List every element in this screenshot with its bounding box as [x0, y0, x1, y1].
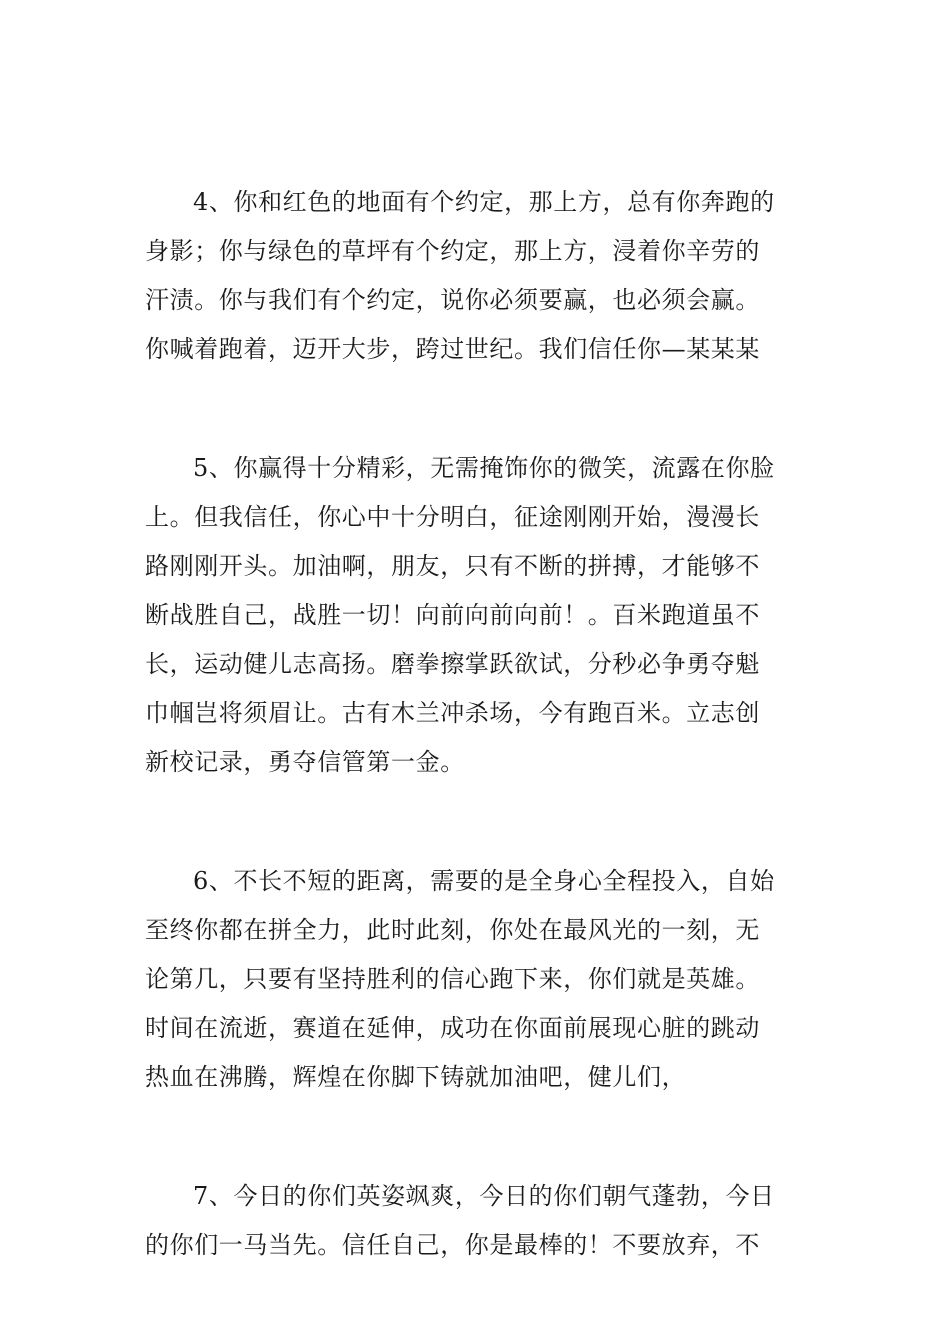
paragraph-line: 论第几，只要有坚持胜利的信心跑下来，你们就是英雄。: [145, 965, 760, 993]
paragraph-line: 的你们一马当先。信任自己，你是最棒的！不要放弃，不: [145, 1231, 760, 1259]
paragraph-line: 你喊着跑着，迈开大步，跨过世纪。我们信任你—某某某: [145, 335, 760, 363]
paragraph-line: 身影；你与绿色的草坪有个约定，那上方，浸着你辛劳的: [145, 237, 760, 265]
paragraph-4: [145, 178, 807, 374]
paragraph-line: 7、今日的你们英姿飒爽，今日的你们朝气蓬勃，今日: [193, 1182, 775, 1210]
paragraph-line: 时间在流逝，赛道在延伸，成功在你面前展现心脏的跳动: [145, 1014, 760, 1042]
paragraph-7: [145, 1172, 807, 1270]
paragraph-line: 热血在沸腾，辉煌在你脚下铸就加油吧，健儿们，: [145, 1063, 687, 1091]
paragraph-line: 汗渍。你与我们有个约定，说你必须要赢，也必须会赢。: [145, 286, 760, 314]
paragraph-line: 5、你赢得十分精彩，无需掩饰你的微笑，流露在你脸: [193, 454, 775, 482]
document-page: [145, 178, 807, 1340]
paragraph-line: 长，运动健儿志高扬。磨拳擦掌跃欲试，分秒必争勇夺魁: [145, 650, 760, 678]
paragraph-line: 6、不长不短的距离，需要的是全身心全程投入，自始: [193, 867, 775, 895]
paragraph-6: [145, 857, 807, 1102]
paragraph-5: [145, 444, 807, 787]
paragraph-line: 至终你都在拼全力，此时此刻，你处在最风光的一刻，无: [145, 916, 760, 944]
paragraph-line: 路刚刚开头。加油啊，朋友，只有不断的拼搏，才能够不: [145, 552, 760, 580]
paragraph-line: 上。但我信任，你心中十分明白，征途刚刚开始，漫漫长: [145, 503, 760, 531]
paragraph-line: 巾帼岂将须眉让。古有木兰冲杀场，今有跑百米。立志创: [145, 699, 760, 727]
paragraph-line: 4、你和红色的地面有个约定，那上方，总有你奔跑的: [193, 188, 775, 216]
paragraph-line: 新校记录，勇夺信管第一金。: [145, 748, 465, 776]
paragraph-line: 断战胜自己，战胜一切！向前向前向前！。百米跑道虽不: [145, 601, 760, 629]
